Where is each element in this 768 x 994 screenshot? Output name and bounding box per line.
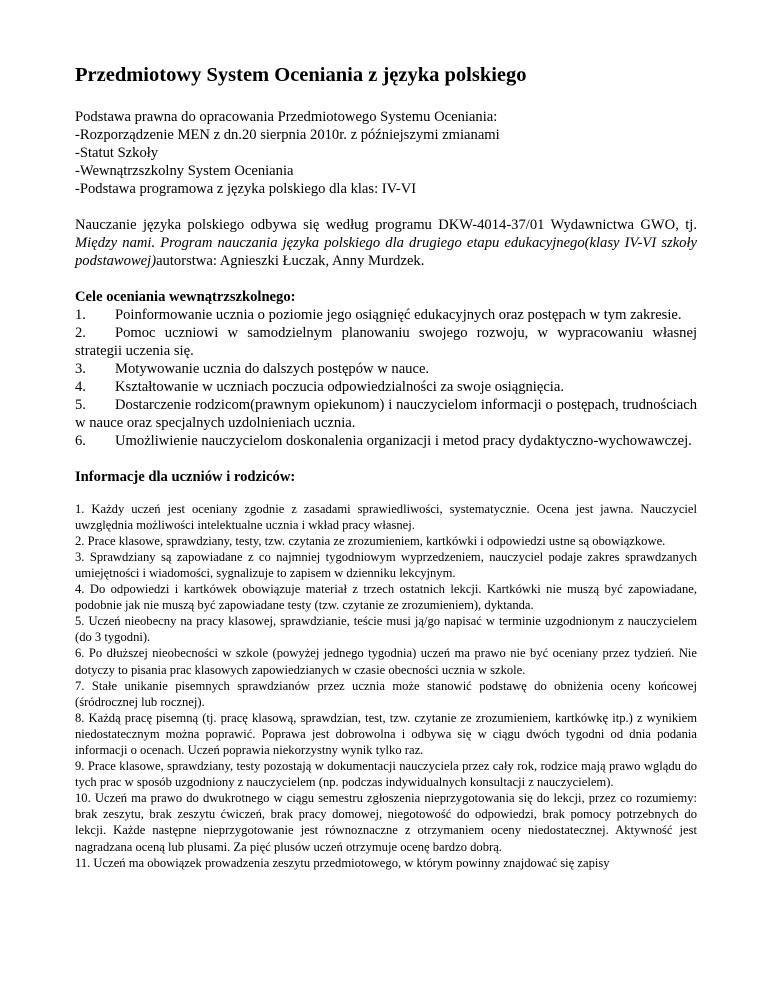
goal-number: 4. [75,379,86,395]
info-heading: Informacje dla uczniów i rodziców: [75,469,296,485]
goal-number: 6. [75,433,86,449]
legal-basis-item: -Rozporządzenie MEN z dn.20 sierpnia 2010r. z późniejszymi zmianami [75,127,500,143]
goal-item [75,324,697,360]
document-page [75,62,697,871]
document-title: Przedmiotowy System Oceniania z języka polskiego [75,64,527,86]
info-item: 5. Uczeń nieobecny na pracy klasowej, sprawdzianie, teście musi ją/go napisać w terminie uzgodnionym z nauczycielem (do 3 tygodni). [75,614,697,645]
info-item: 6. Po dłuższej nieobecności w szkole (powyżej jednego tygodnia) uczeń ma prawo nie być oceniany przez tydzień. Nie dotyczy to pisania prac klasowych zapowiedzianych w czasie obecności ucznia w szkole. [75,646,697,677]
program-paragraph [75,216,697,270]
info-item: 9. Prace klasowe, sprawdziany, testy pozostają w dokumentacji nauczyciela przez cały rok, rodzice mają prawo wglądu do tych prac w sposób uzgodniony z nauczycielem (np. podczas indywidualnych konsultacji z nauczycielem). [75,759,697,790]
goal-item [75,378,697,396]
info-item: 10. Uczeń ma prawo do dwukrotnego w ciągu semestru zgłoszenia nieprzygotowania się do lekcji, przez co rozumiemy: brak zeszytu, brak zeszytu ćwiczeń, brak pracy domowej, niegotowość do odpowiedzi, brak pomocy potrzebnych do lekcji. Każde następne nieprzygotowanie jest równoznaczne z otrzymaniem oceny niedostatecznej. Aktywność jest nagradzana oceną lub plusami. Za pięć plusów uczeń otrzymuje ocenę bardzo dobrą. [75,791,697,854]
info-section [75,501,697,871]
goal-text: Pomoc uczniowi w samodzielnym planowaniu swojego rozwoju, w wypracowaniu własnej strategii uczenia się. [75,325,697,359]
goal-item [75,432,697,450]
legal-basis-item: -Statut Szkoły [75,145,159,161]
info-item: 11. Uczeń ma obowiązek prowadzenia zeszytu przedmiotowego, w którym powinny znajdować się zapisy [75,855,610,870]
info-item: 3. Sprawdziany są zapowiadane z co najmniej tygodniowym wyprzedzeniem, nauczyciel podaje zakres sprawdzanych umiejętności i wiadomości, sygnalizuje to zapisem w dzienniku lekcyjnym. [75,549,697,580]
goal-text: Poinformowanie ucznia o poziomie jego osiągnięć edukacyjnych oraz postępach w tym zakresie. [115,307,682,323]
info-item: 2. Prace klasowe, sprawdziany, testy, tzw. czytania ze zrozumieniem, kartkówki i odpowiedzi ustne są obowiązkowe. [75,533,666,548]
goal-text: Motywowanie ucznia do dalszych postępów w nauce. [115,361,430,377]
legal-basis-section [75,108,697,198]
info-item: 7. Stałe unikanie pisemnych sprawdzianów przez ucznia może stanowić podstawę do obniżenia oceny końcowej (śródrocznej lub rocznej). [75,678,697,709]
goal-item [75,360,697,378]
goal-text: Dostarczenie rodzicom(prawnym opiekunom) i nauczycielom informacji o postępach, trudnościach w nauce oraz specjalnych uzdolnieniach ucznia. [75,397,697,431]
legal-basis-item: -Wewnątrzszkolny System Oceniania [75,163,294,179]
goals-section [75,288,697,450]
goal-item [75,396,697,432]
goal-number: 5. [75,397,86,413]
program-authors: autorstwa: Agnieszki Łuczak, Anny Murdzek. [156,253,425,269]
goal-number: 3. [75,361,86,377]
goal-number: 2. [75,325,86,341]
legal-basis-item: -Podstawa programowa z języka polskiego dla klas: IV-VI [75,181,417,197]
goal-number: 1. [75,307,86,323]
goal-item [75,306,697,324]
goal-text: Kształtowanie w uczniach poczucia odpowiedzialności za swoje osiągnięcia. [115,379,564,395]
program-title: Między nami. Program nauczania języka polskiego dla drugiego etapu edukacyjnego(klasy IV-VI szkoły podstawowej) [75,235,697,269]
info-item: 8. Każdą pracę pisemną (tj. pracę klasową, sprawdzian, test, tzw. czytanie ze zrozumieniem, kartkówkę itp.) z wynikiem niedostatecznym można poprawić. Poprawa jest dobrowolna i odbywa się w ciągu dwóch tygodni od dnia podania informacji o ocenach. Uczeń poprawia niekorzystny wynik tylko raz. [75,710,697,757]
legal-basis-intro: Podstawa prawna do opracowania Przedmiotowego Systemu Oceniania: [75,109,498,125]
info-item: 4. Do odpowiedzi i kartkówek obowiązuje materiał z trzech ostatnich lekcji. Kartkówki nie muszą być zapowiadane, podobnie jak nie muszą być zapowiadane testy (tzw. czytanie ze zrozumieniem), dyktanda. [75,582,697,613]
goal-text: Umożliwienie nauczycielom doskonalenia organizacji i metod pracy dydaktyczno-wychowawczej. [115,433,692,449]
info-item: 1. Każdy uczeń jest oceniany zgodnie z zasadami sprawiedliwości, systematycznie. Ocena jest jawna. Nauczyciel uwzględnia możliwości intelektualne ucznia i wkład pracy własnej. [75,501,697,532]
program-text: Nauczanie języka polskiego odbywa się według programu DKW-4014-37/01 Wydawnictwa GWO, tj. [75,217,697,233]
goals-heading: Cele oceniania wewnątrzszkolnego: [75,289,296,305]
